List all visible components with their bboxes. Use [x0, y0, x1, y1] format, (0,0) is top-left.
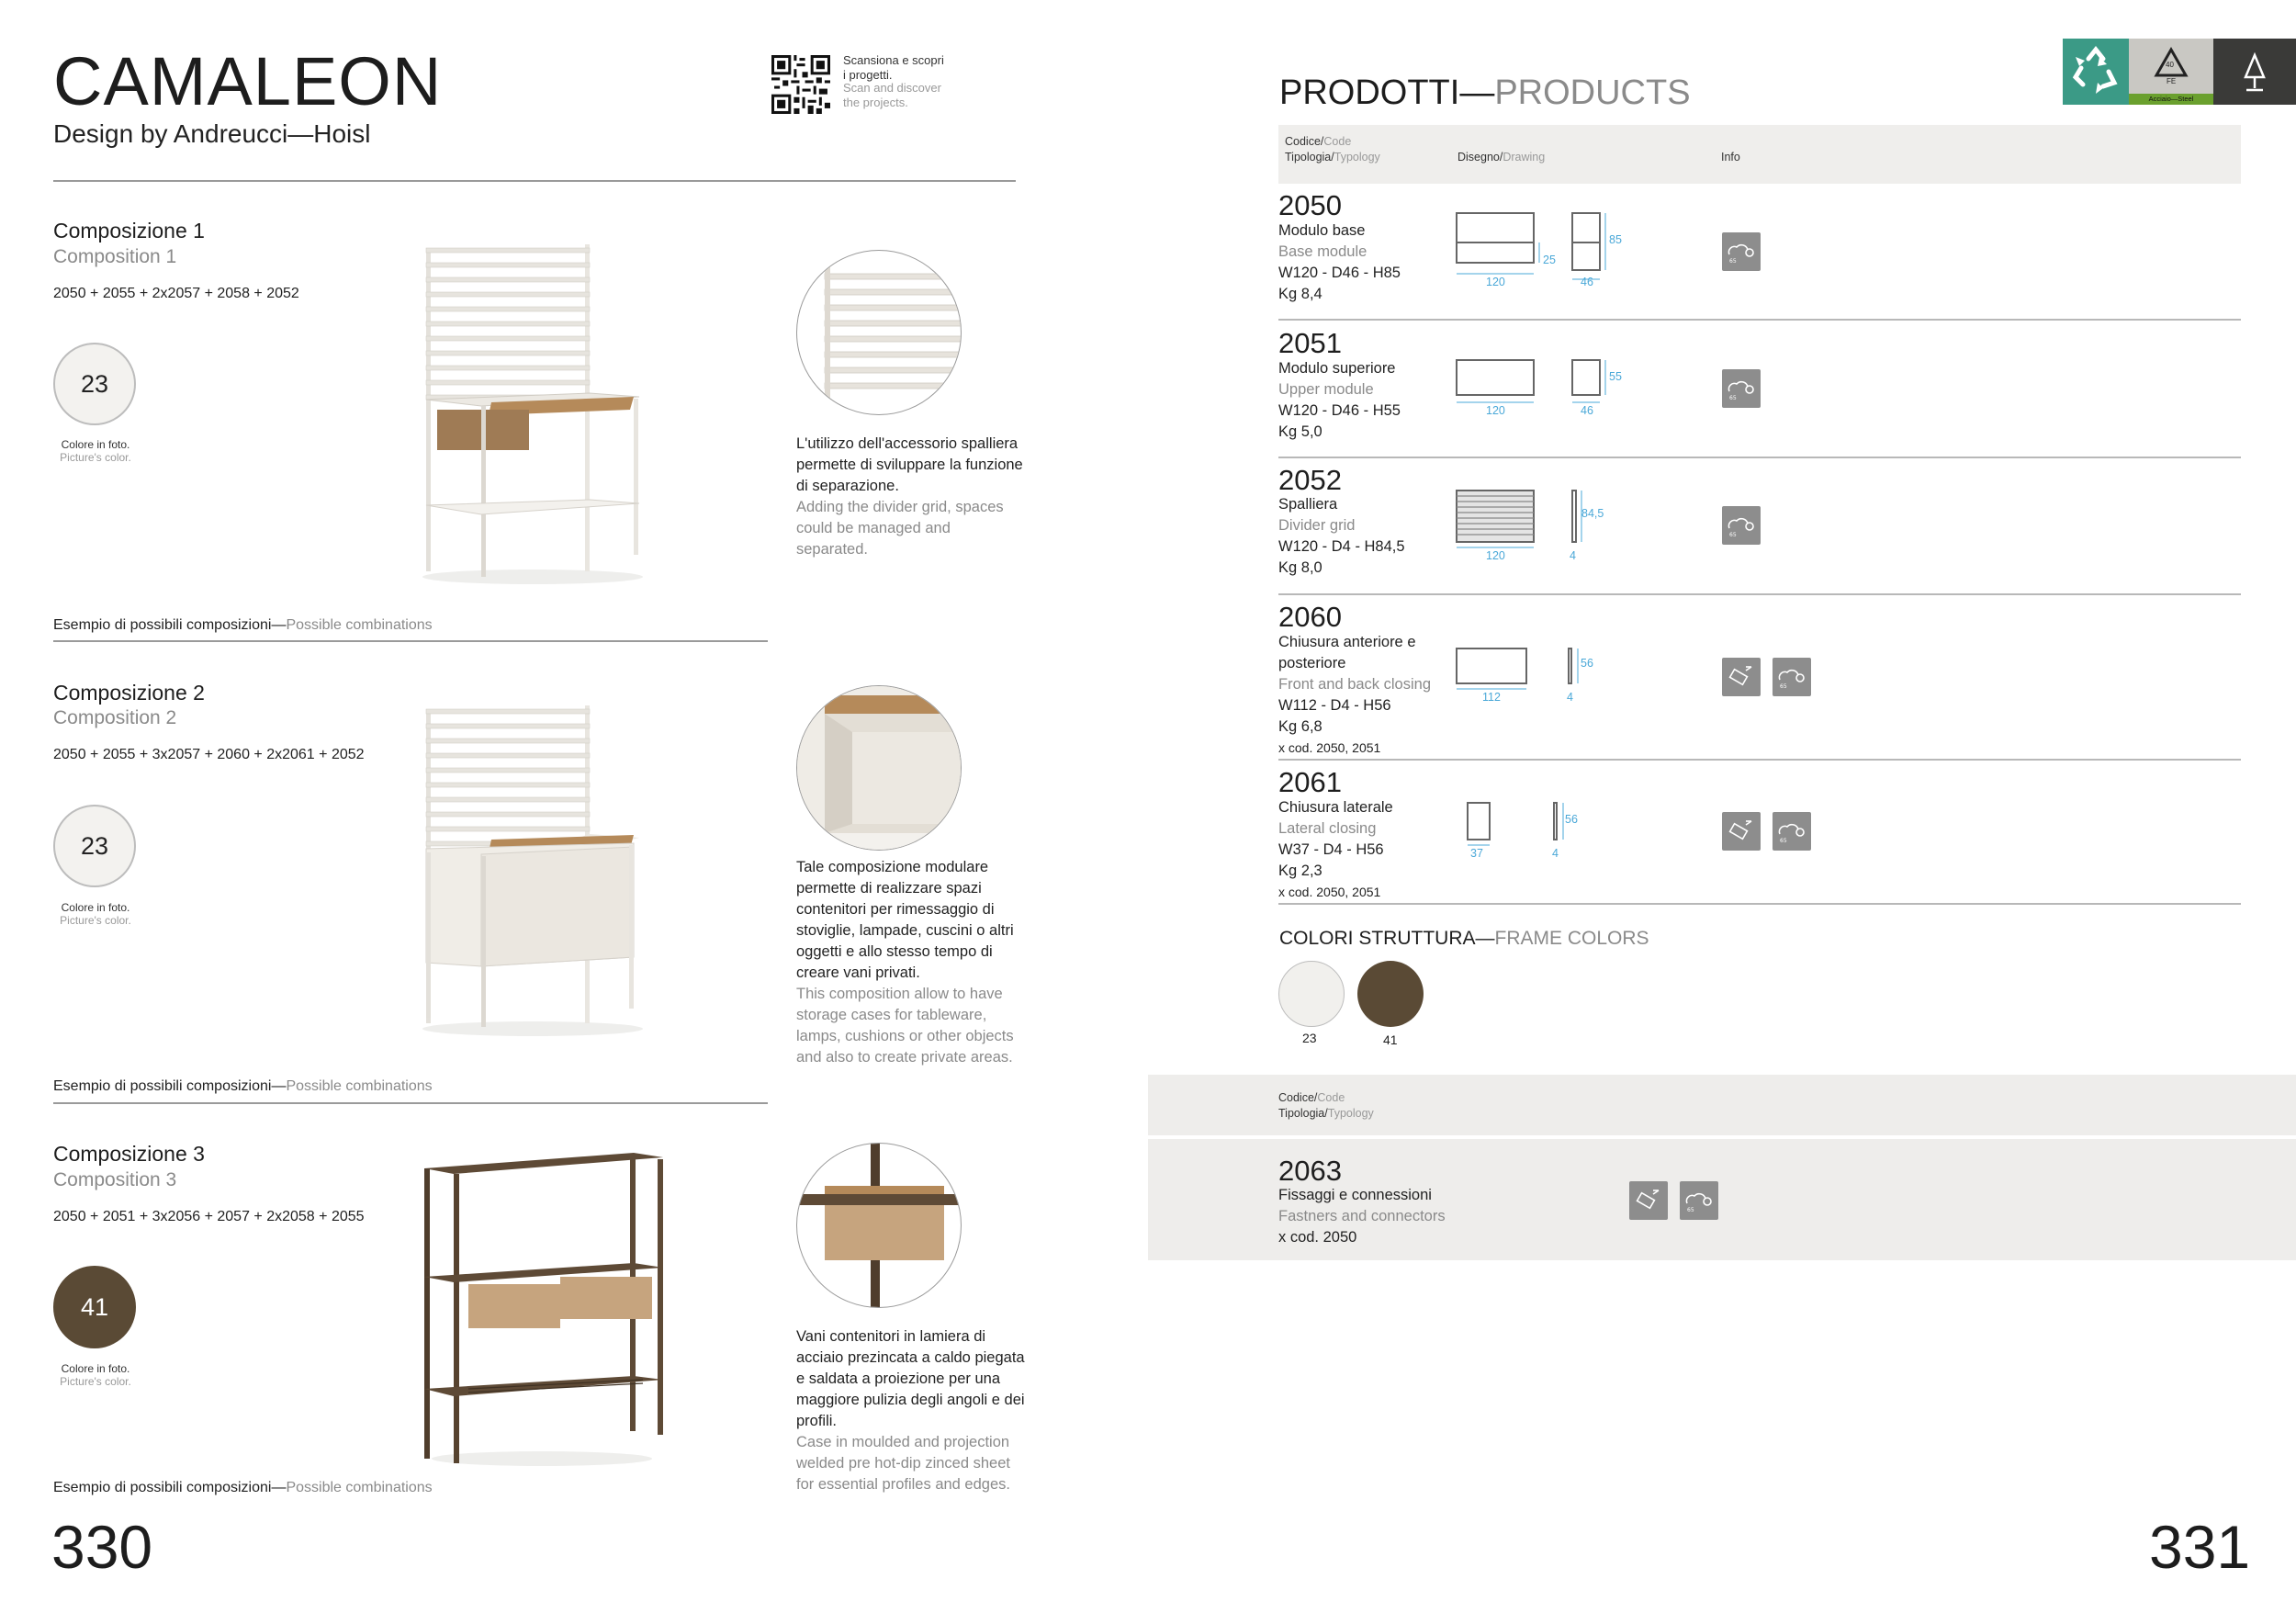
composition-1-detail	[796, 250, 962, 415]
screw-fixing-icon	[1722, 658, 1761, 696]
header-drawing: Disegno/Drawing	[1458, 151, 1546, 164]
row-divider	[1278, 457, 2241, 458]
composition-2-subtitle: Composition 2	[53, 707, 177, 728]
product-drawing	[1455, 356, 1620, 412]
extra-header-code: Codice/Code	[1278, 1091, 1345, 1104]
dimension-height-low: 25	[1543, 254, 1556, 266]
composition-3-detail	[796, 1143, 962, 1308]
dimension-depth: 4	[1570, 549, 1576, 562]
composition-3-swatch: 41	[53, 1266, 136, 1348]
composition-2-title: Composizione 2	[53, 681, 205, 705]
composition-3-caption-it: Colore in foto.	[61, 1362, 130, 1375]
row-divider	[1278, 319, 2241, 321]
composition-2-divider	[53, 1102, 768, 1104]
svg-text:65: 65	[1687, 1207, 1694, 1213]
color-swatch-41[interactable]	[1357, 961, 1424, 1027]
designer-credit: Design by Andreucci—Hoisl	[53, 119, 371, 148]
row-divider	[1278, 759, 2241, 761]
composition-1-caption-en: Picture's color.	[60, 451, 131, 464]
screw-fixing-icon	[1629, 1181, 1668, 1220]
extra-table-header	[1148, 1075, 2296, 1135]
weather-resistant-icon	[1773, 658, 1811, 696]
product-code: 2061	[1278, 766, 1342, 798]
steel-badge	[2129, 39, 2213, 105]
composition-3-title: Composizione 3	[53, 1142, 205, 1166]
dimension-depth: 46	[1581, 276, 1593, 288]
dimension-height: 56	[1581, 657, 1593, 670]
lamp-badge	[2213, 39, 2296, 105]
composition-3-caption-en: Picture's color.	[60, 1375, 131, 1388]
steel-badge-fe: FE	[2167, 77, 2177, 85]
extra-product-details: Fissaggi e connessioni Fastners and connectors x cod. 2050	[1278, 1187, 1446, 1246]
composition-3-image	[413, 1148, 670, 1470]
brand-title: CAMALEON	[53, 43, 443, 119]
page-number-left: 330	[51, 1513, 153, 1581]
product-code: 2050	[1278, 189, 1342, 221]
product-details: Spalliera Divider grid W120 - D4 - H84,5 Kg 8,0	[1278, 496, 1405, 576]
dimension-height: 85	[1609, 233, 1622, 246]
composition-1-formula: 2050 + 2055 + 2x2057 + 2058 + 2052	[53, 286, 299, 301]
composition-2-caption-en: Picture's color.	[60, 914, 131, 927]
composition-3-description: Vani contenitori in lamiera di acciaio prezincata a caldo piegata e saldata a proiezione per una maggiore pulizia degli angoli e dei profili. Case in moulded and projection welded pre hot-dip zinced sheet for essential profiles and edges.	[796, 1328, 1025, 1493]
dimension-width: 120	[1486, 276, 1505, 288]
product-drawing	[1455, 645, 1602, 693]
product-code: 2052	[1278, 464, 1342, 496]
extra-header-typology: Tipologia/Typology	[1278, 1107, 1374, 1120]
composition-2-detail	[796, 685, 962, 851]
composition-2-combinations: Esempio di possibili composizioni—Possible combinations	[53, 1078, 433, 1094]
steel-badge-label: Acciaio—Steel	[2129, 94, 2213, 105]
composition-2-description: Tale composizione modulare permette di realizzare spazi contenitori per rimessaggio di stoviglie, lampade, cuscini o altri oggetti e allo stesso tempo di creare vani privati. This composition allow to have storage cases for tableware, lamps, cushions or other objects and also to create private areas.	[796, 859, 1014, 1066]
dimension-height: 56	[1565, 813, 1578, 826]
products-title: PRODOTTI—PRODUCTS	[1279, 73, 1691, 112]
header-typology: Tipologia/Typology	[1285, 151, 1380, 164]
recycle-icon	[2063, 39, 2129, 105]
svg-text:65: 65	[1729, 395, 1737, 401]
product-code: 2060	[1278, 601, 1342, 633]
certification-badges	[2063, 39, 2296, 105]
composition-2-swatch: 23	[53, 805, 136, 887]
svg-text:65: 65	[1780, 838, 1787, 844]
composition-1-title: Composizione 1	[53, 219, 205, 242]
composition-2-caption-it: Colore in foto.	[61, 901, 130, 914]
weather-resistant-icon	[1773, 812, 1811, 851]
composition-1-swatch: 23	[53, 343, 136, 425]
row-divider	[1278, 593, 2241, 595]
weather-resistant-icon	[1722, 232, 1761, 271]
composition-3-subtitle: Composition 3	[53, 1169, 177, 1190]
page-number-right: 331	[2149, 1513, 2251, 1581]
composition-3-combinations: Esempio di possibili composizioni—Possible combinations	[53, 1480, 433, 1495]
product-details: Chiusura anteriore e posteriore Front and back closing W112 - D4 - H56 Kg 6,8 x cod. 2050, 2051	[1278, 634, 1432, 755]
qr-caption-en: Scan and discover the projects.	[843, 81, 941, 109]
svg-text:65: 65	[1780, 683, 1787, 690]
dimension-height: 84,5	[1581, 507, 1604, 520]
composition-2-formula: 2050 + 2055 + 3x2057 + 2060 + 2x2061 + 2052	[53, 747, 365, 762]
product-details: Chiusura laterale Lateral closing W37 - D4 - H56 Kg 2,3 x cod. 2050, 2051	[1278, 799, 1393, 899]
composition-1-combinations: Esempio di possibili composizioni—Possible combinations	[53, 617, 433, 633]
composition-1-subtitle: Composition 1	[53, 246, 177, 267]
product-details: Modulo base Base module W120 - D46 - H85 Kg 8,4	[1278, 222, 1401, 302]
weather-resistant-icon	[1680, 1181, 1718, 1220]
weather-resistant-icon	[1722, 369, 1761, 408]
frame-colors-title: COLORI STRUTTURA—FRAME COLORS	[1279, 928, 1649, 949]
composition-1-divider	[53, 640, 768, 642]
composition-3-formula: 2050 + 2051 + 3x2056 + 2057 + 2x2058 + 2055	[53, 1209, 365, 1224]
product-code: 2051	[1278, 327, 1342, 359]
color-code-23: 23	[1302, 1031, 1317, 1045]
dimension-height: 55	[1609, 370, 1622, 383]
dimension-width: 112	[1482, 691, 1501, 704]
qr-code[interactable]	[771, 55, 830, 114]
recycle-badge	[2063, 39, 2129, 105]
svg-text:65: 65	[1729, 532, 1737, 538]
color-swatch-23[interactable]	[1278, 961, 1345, 1027]
dimension-depth: 46	[1581, 404, 1593, 417]
dimension-width: 120	[1486, 404, 1505, 417]
header-info: Info	[1721, 151, 1740, 164]
products-table-header	[1278, 125, 2241, 184]
svg-text:65: 65	[1729, 258, 1737, 265]
dimension-width: 37	[1470, 847, 1483, 860]
dimension-width: 120	[1486, 549, 1505, 562]
color-code-41: 41	[1383, 1032, 1398, 1047]
composition-1-caption-it: Colore in foto.	[61, 438, 130, 451]
extra-product-code: 2063	[1278, 1155, 1342, 1187]
header-divider	[53, 180, 1016, 182]
screw-fixing-icon	[1722, 812, 1761, 851]
product-drawing	[1455, 209, 1620, 290]
dimension-depth: 4	[1567, 691, 1573, 704]
composition-1-description: L'utilizzo dell'accessorio spalliera permette di sviluppare la funzione di separazione. Adding the divider grid, spaces could be managed and separated.	[796, 435, 1023, 558]
steel-badge-number: 40	[2166, 61, 2174, 69]
composition-1-image	[404, 230, 661, 588]
composition-2-image	[404, 691, 661, 1040]
header-code: Codice/Code	[1285, 135, 1352, 148]
product-details: Modulo superiore Upper module W120 - D46 - H55 Kg 5,0	[1278, 360, 1401, 440]
dimension-depth: 4	[1552, 847, 1559, 860]
row-divider	[1278, 903, 2241, 905]
lamp-icon	[2213, 39, 2296, 105]
weather-resistant-icon	[1722, 506, 1761, 545]
qr-caption-it: Scansiona e scopri i progetti.	[843, 53, 944, 82]
